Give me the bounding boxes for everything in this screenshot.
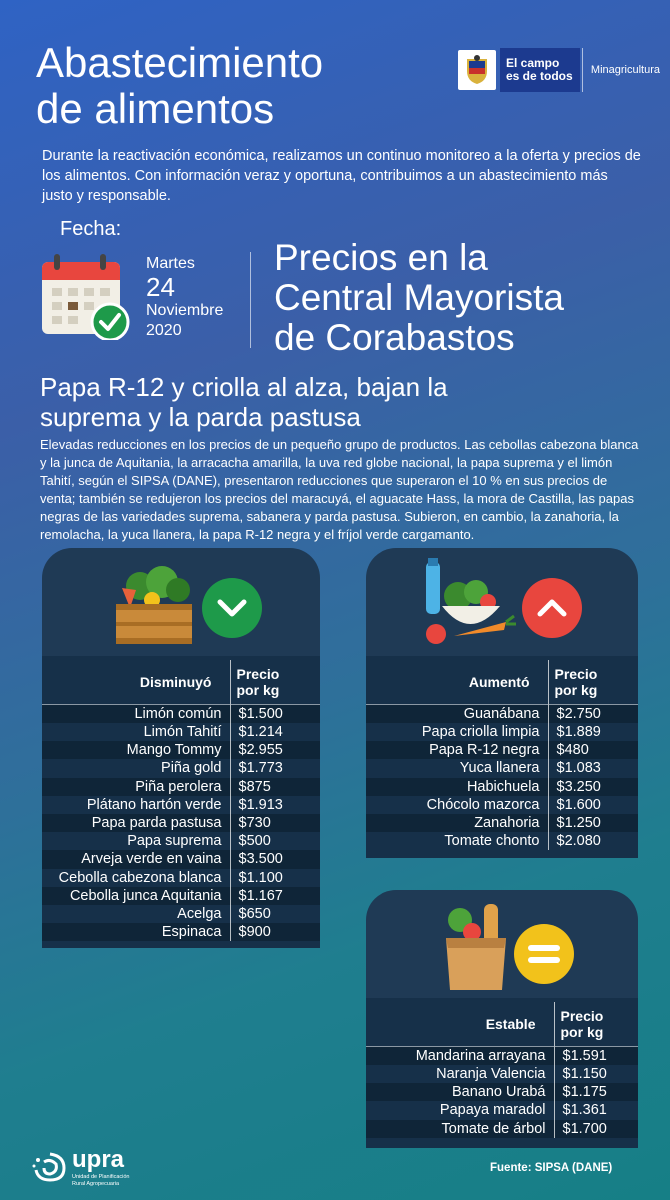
product-name: Guanábana (366, 705, 548, 724)
prices-title (274, 238, 654, 358)
source-note: Fuente: SIPSA (DANE) (490, 1162, 613, 1174)
date-year: 2020 (146, 322, 182, 339)
logo-line-2: es de todos (505, 69, 573, 83)
product-name: Piña perolera (42, 778, 230, 796)
prices-title-line-3: de Corabastos (274, 317, 515, 358)
table-row (366, 778, 638, 796)
product-price: $1.773 (230, 759, 320, 777)
product-price: $1.889 (548, 723, 638, 741)
product-name: Habichuela (366, 778, 548, 796)
summary-text: Elevadas reducciones en los precios de un pequeño grupo de productos. Las cebollas cabezona blanca y la junca de Aquitania, la arracacha amarilla, la uva red globe nacional, la papa suprema y el limón Tahití, según el SIPSA (DANE), presentaron reducciones que superaron el 10 % en sus precios de venta; también se redujeron los precios del maracuyá, el aguacate Hass, la mora de Castilla, las papas negras de las variedades suprema, sabanera y parda pastusa. Subieron, en cambio, la zanahoria, la remolacha, la yuca llanera, la papa R-12 negra y el fríjol verde cargamanto. (40, 437, 639, 542)
price-header (554, 1002, 638, 1047)
product-price: $900 (230, 923, 320, 941)
product-name: Plátano hartón verde (86, 796, 222, 813)
calendar-check-icon (40, 252, 132, 340)
increased-card-header (366, 548, 638, 656)
table-row (42, 905, 320, 923)
table-row (42, 759, 320, 777)
stable-card-header (366, 890, 638, 998)
product-price: $1.600 (548, 796, 638, 814)
table-header-row (42, 660, 320, 705)
headline-line-2: suprema y la parda pastusa (40, 402, 361, 432)
table-row (366, 1120, 638, 1138)
product-price: $1.167 (230, 887, 320, 905)
title-line-1: Abastecimiento (36, 39, 324, 86)
table-row (42, 705, 320, 724)
product-name: Zanahoria (366, 814, 548, 832)
grocery-bag-icon (440, 902, 520, 992)
price-header-line-1: Precio (554, 666, 598, 682)
product-price: $1.083 (548, 759, 638, 777)
product-price: $1.214 (230, 723, 320, 741)
date-month: Noviembre (146, 302, 224, 319)
product-price: $1.150 (554, 1065, 638, 1083)
product-price: $480 (548, 741, 638, 759)
product-price: $2.080 (548, 832, 638, 850)
product-name: Tomate chonto (444, 833, 540, 850)
table-header-row (366, 1002, 638, 1047)
table-header-row (366, 660, 638, 705)
stable-table-wrap (366, 998, 638, 1148)
decreased-table-wrap (42, 656, 320, 948)
product-name: Piña gold (161, 760, 222, 777)
table-row (366, 705, 638, 724)
product-price: $3.250 (548, 778, 638, 796)
product-name: Arveja verde en vaina (42, 850, 230, 868)
divider (250, 252, 251, 348)
table-row (366, 1047, 638, 1066)
date-day: 24 (146, 272, 175, 302)
logo-line-1: El campo (505, 56, 560, 70)
table-row (42, 796, 320, 814)
upra-subtitle-line-2: Rural Agropecuaria (72, 1181, 120, 1187)
product-name: Papaya maradol (439, 1102, 546, 1119)
page-title (36, 40, 436, 132)
table-row (42, 832, 320, 850)
product-price: $1.700 (554, 1120, 638, 1138)
product-price: $2.955 (230, 741, 320, 759)
table-row (366, 796, 638, 814)
product-price: $1.175 (554, 1083, 638, 1101)
product-price: $1.100 (230, 869, 320, 887)
product-name: Cebolla junca Aquitania (42, 887, 230, 905)
price-header-line-1: Precio (560, 1008, 604, 1024)
upra-subtitle-line-1: Unidad de Planificación (72, 1174, 130, 1180)
product-name: Naranja Valencia (436, 1066, 546, 1083)
product-price: $875 (230, 778, 320, 796)
decreased-header: Disminuyó (139, 674, 212, 690)
intro-text: Durante la reactivación económica, realizamos un continuo monitoreo a la oferta y precios de los alimentos. Con información veraz y oportuna, contribuimos a un abastecimiento más justo y responsable. (42, 148, 641, 204)
product-name: Papa criolla limpia (421, 724, 540, 741)
table-row (42, 923, 320, 941)
price-header-line-1: Precio (236, 666, 280, 682)
table-row (42, 778, 320, 796)
campo-logo (500, 48, 580, 92)
product-name: Chócolo mazorca (426, 796, 540, 813)
equal-icon (514, 924, 574, 984)
increased-header: Aumentó (468, 674, 530, 690)
arrow-down-icon (202, 578, 262, 638)
arrow-up-icon (522, 578, 582, 638)
table-row (366, 814, 638, 832)
table-row (366, 741, 638, 759)
product-name: Acelga (177, 905, 222, 922)
price-header-line-2: por kg (554, 682, 598, 698)
price-header (230, 660, 320, 705)
product-price: $650 (230, 905, 320, 923)
decreased-table (42, 660, 320, 941)
product-price: $1.913 (230, 796, 320, 814)
ministry-name: Minagricultura (582, 48, 660, 92)
product-price: $1.591 (554, 1047, 638, 1066)
product-name: Tomate de árbol (366, 1120, 554, 1138)
coat-of-arms-icon (458, 50, 496, 90)
product-name: Limón Tahití (143, 724, 222, 741)
product-price: $730 (230, 814, 320, 832)
table-row (42, 869, 320, 887)
product-name: Banano Urabá (366, 1083, 554, 1101)
table-row (366, 1083, 638, 1101)
table-row (42, 741, 320, 759)
upra-wordmark: upra (72, 1146, 125, 1173)
stable-card (366, 890, 638, 1148)
product-price: $1.250 (548, 814, 638, 832)
title-line-2: de alimentos (36, 85, 275, 132)
date-weekday: Martes (146, 255, 195, 272)
upra-swirl-icon (30, 1150, 70, 1184)
product-name: Espinaca (42, 923, 230, 941)
product-name: Papa parda pastusa (42, 814, 230, 832)
date-label: Fecha: (60, 218, 122, 240)
prices-title-line-1: Precios en la (274, 237, 488, 278)
table-row (366, 759, 638, 777)
product-name: Mango Tommy (42, 741, 230, 759)
product-name: Yuca llanera (459, 760, 540, 777)
table-row (42, 814, 320, 832)
stable-header: Estable (485, 1016, 536, 1032)
upra-logo (30, 1148, 150, 1188)
table-row (42, 723, 320, 741)
table-row (366, 723, 638, 741)
headline-line-1: Papa R-12 y criolla al alza, bajan la (40, 372, 448, 402)
product-price: $3.500 (230, 850, 320, 868)
decreased-card (42, 548, 320, 948)
ministry-logo (458, 48, 660, 92)
table-row (42, 887, 320, 905)
product-name: Mandarina arrayana (366, 1047, 554, 1066)
price-header-line-2: por kg (560, 1024, 604, 1040)
price-header (548, 660, 638, 705)
headline (40, 372, 640, 432)
table-row (366, 832, 638, 850)
prices-title-line-2: Central Mayorista (274, 277, 564, 318)
product-price: $500 (230, 832, 320, 850)
product-price: $1.500 (230, 705, 320, 724)
produce-bowl-icon (418, 558, 518, 650)
increased-table (366, 660, 638, 850)
product-name: Limón común (42, 705, 230, 724)
table-row (366, 1065, 638, 1083)
product-name: Cebolla cabezona blanca (58, 869, 222, 886)
upra-subtitle (72, 1174, 129, 1188)
table-row (366, 1101, 638, 1119)
increased-card (366, 548, 638, 858)
increased-table-wrap (366, 656, 638, 858)
vegetable-crate-icon (112, 560, 202, 648)
decreased-card-header (42, 548, 320, 656)
product-name: Papa suprema (127, 833, 222, 850)
product-price: $2.750 (548, 705, 638, 724)
product-price: $1.361 (554, 1101, 638, 1119)
stable-table (366, 1002, 638, 1138)
table-row (42, 850, 320, 868)
price-header-line-2: por kg (236, 682, 280, 698)
product-name: Papa R-12 negra (366, 741, 548, 759)
